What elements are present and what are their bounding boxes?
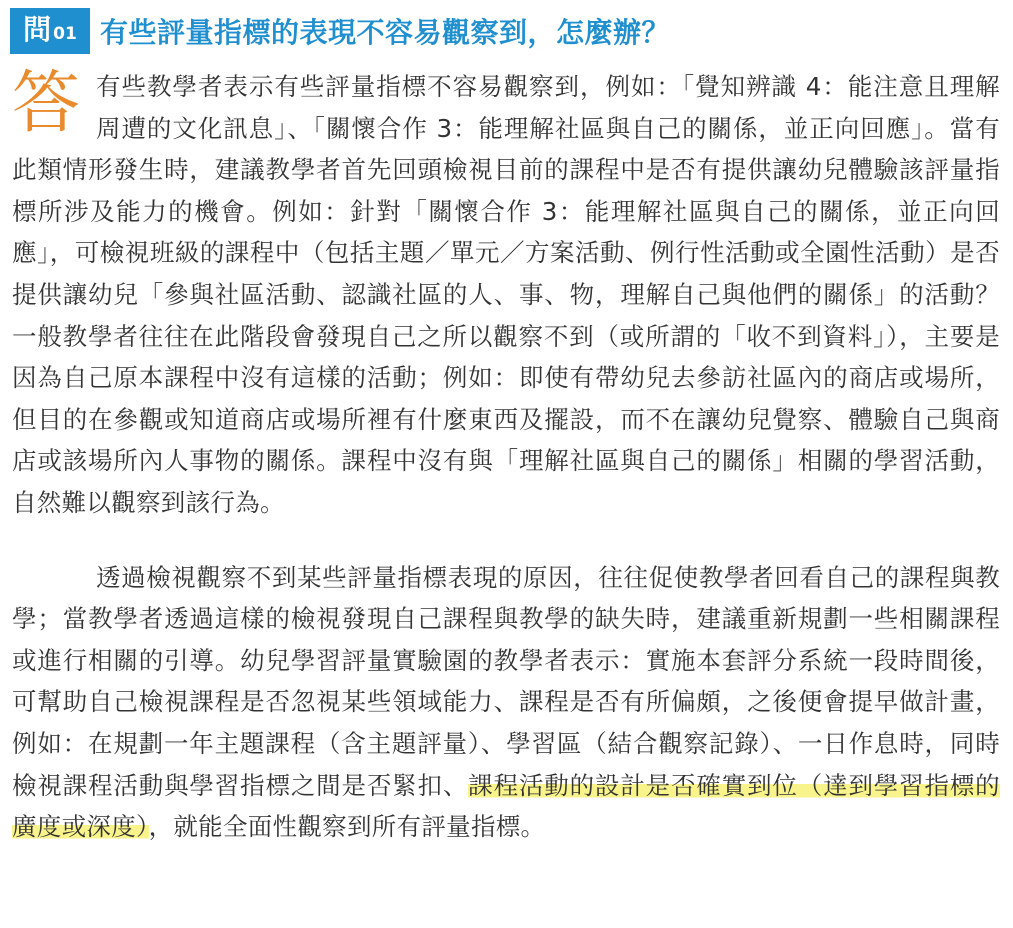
answer-label: 答: [12, 64, 81, 143]
paragraph-2-text-before: 透過檢視觀察不到某些評量指標表現的原因，往往促使教學者回看自己的課程與教學；當教學者透過這樣的檢視發現自己課程與教學的缺失時，建議重新規劃一些相關課程或進行相關的引導。幼兒學習評量實驗園的教學者表示：實施本套評分系統一段時間後，可幫助自己檢視課程是否忽視某些領域能力、課程是否有所偏頗，之後便會提早做計畫，例如：在規劃一年主題課程（含主題評量）、學習區（結合觀察記錄）、一日作息時，同時檢視課程活動與學習指標之間是否緊扣、: [12, 562, 1000, 800]
highlighted-text: 課程活動的設計是否確實到位（達到學習指標的廣度或深度）: [12, 770, 1000, 842]
question-badge-number: 01: [53, 23, 77, 44]
question-header: [10, 8, 670, 54]
answer-section: [12, 66, 1000, 848]
paragraph-2-text-after: ，就能全面性觀察到所有評量指標。: [148, 812, 546, 842]
question-badge-char: 問: [23, 13, 52, 46]
question-title: 有些評量指標的表現不容易觀察到，怎麼辦？: [100, 16, 671, 49]
question-badge: [10, 8, 90, 54]
answer-paragraph-2: [12, 557, 1000, 848]
answer-paragraph-1: 有些教學者表示有些評量指標不容易觀察到，例如：「覺知辨識 4：能注意且理解周遭的文化訊息」、「關懷合作 3：能理解社區與自己的關係，並正向回應」。當有此類情形發生時，建議教學者首先回頭檢視目前的課程中是否有提供讓幼兒體驗該評量指標所涉及能力的機會。例如：針對「關懷合作 3：能理解社區與自己的關係，並正向回應」，可檢視班級的課程中（包括主題／單元／方案活動、例行性活動或全園性活動）是否提供讓幼兒「參與社區活動、認識社區的人、事、物，理解自己與他們的關係」的活動？一般教學者往往在此階段會發現自己之所以觀察不到（或所謂的「收不到資料」），主要是因為自己原本課程中沒有這樣的活動；例如：即使有帶幼兒去參訪社區內的商店或場所，但目的在參觀或知道商店或場所裡有什麼東西及擺設，而不在讓幼兒覺察、體驗自己與商店或該場所內人事物的關係。課程中沒有與「理解社區與自己的關係」相關的學習活動，自然難以觀察到該行為。: [12, 72, 1000, 517]
